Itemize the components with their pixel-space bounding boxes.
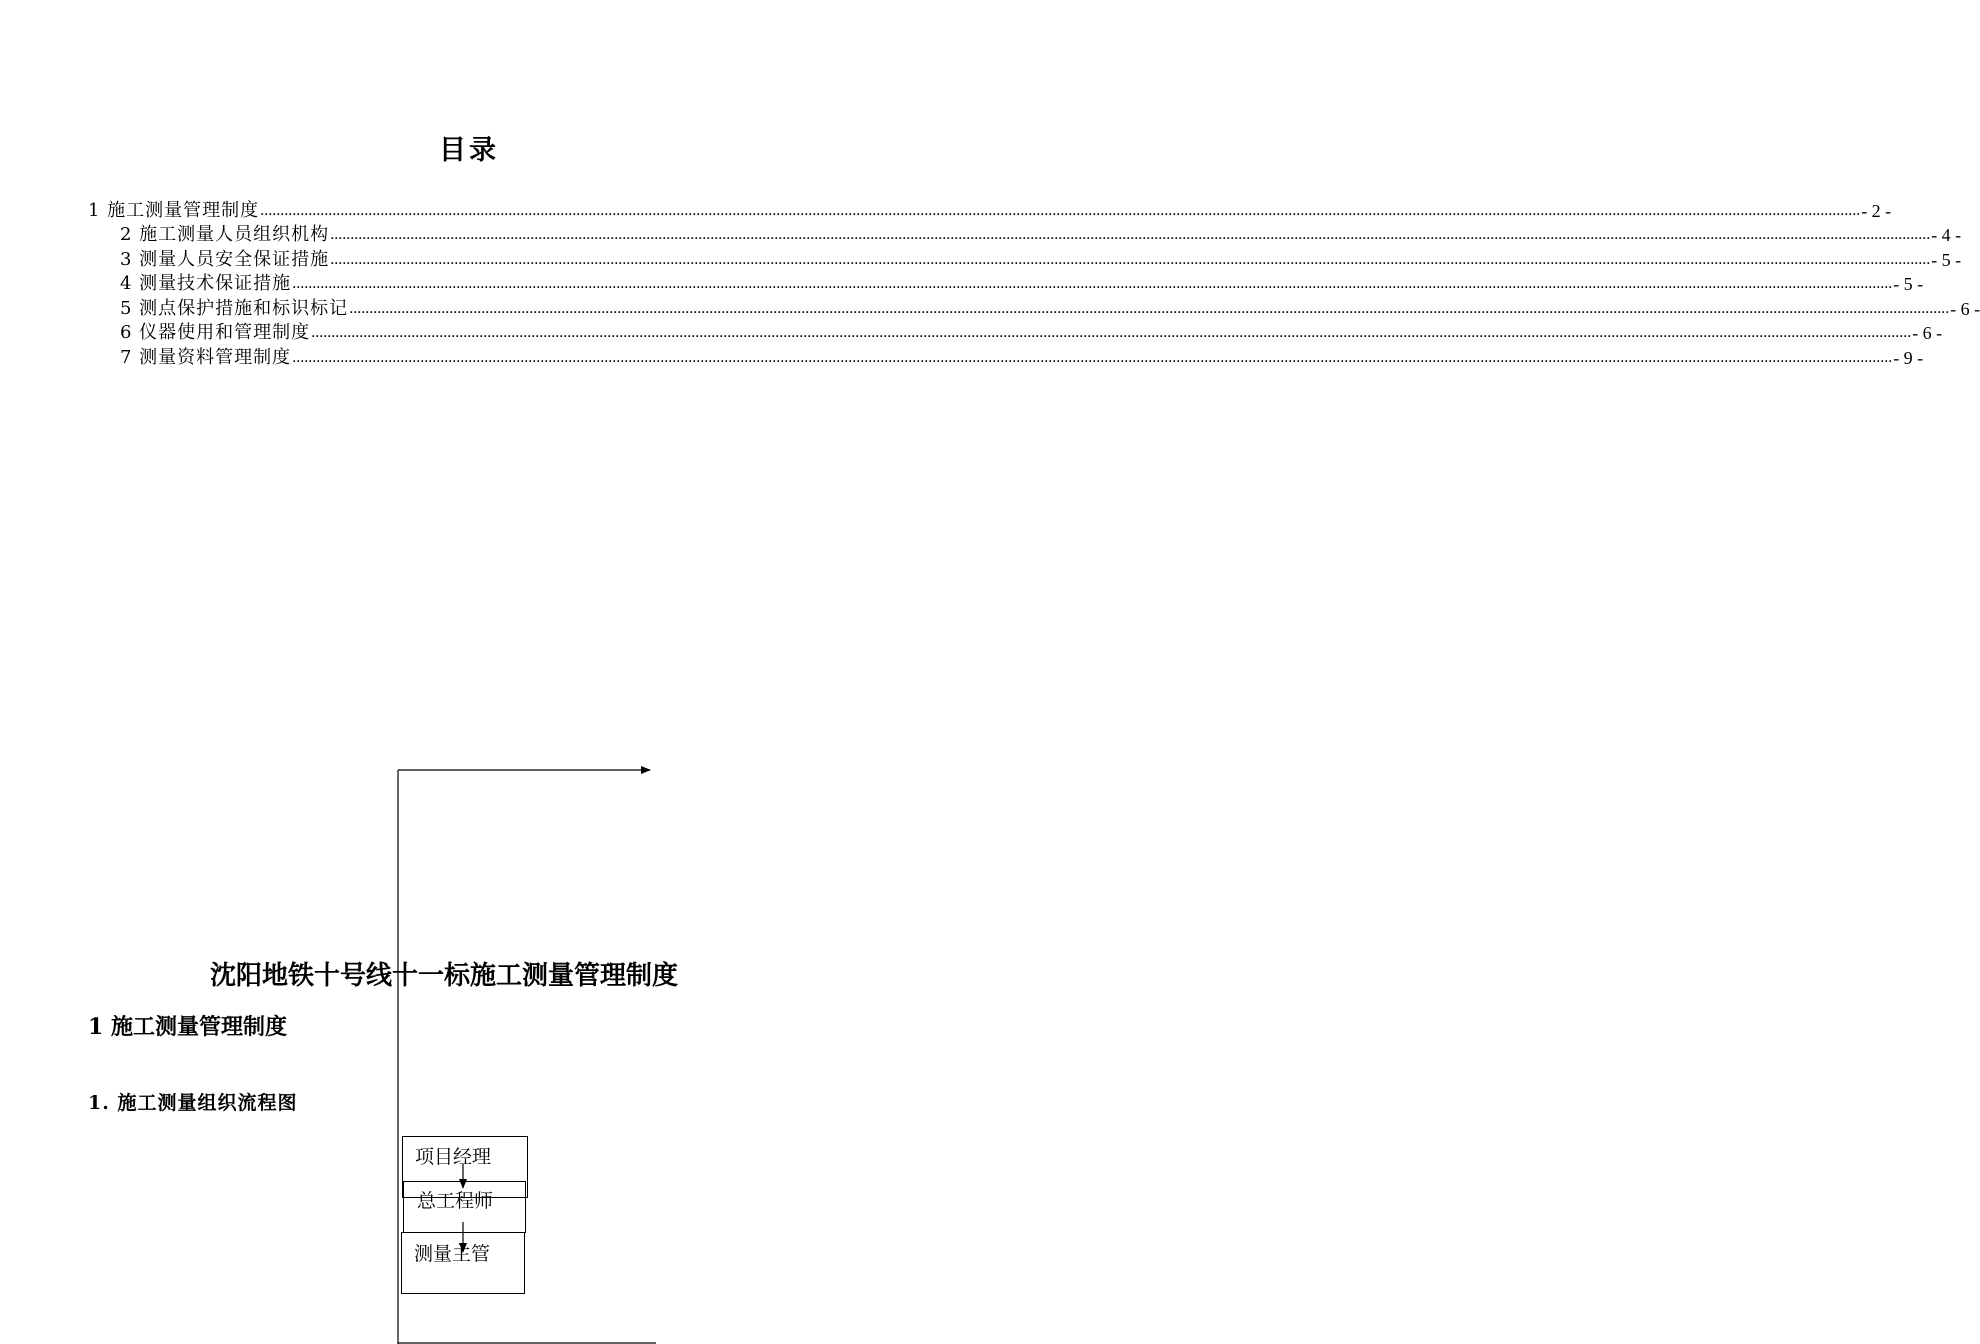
toc-entry-label: 2 施工测量人员组织机构 [120,224,330,245]
toc-entry-page: - 5 - [1893,274,1924,294]
toc-title: 目录 [439,135,499,166]
toc-entry-page: - 4 - [1931,225,1962,245]
toc-entry-label: 1 施工测量管理制度 [88,200,260,221]
document-title: 沈阳地铁十号线十一标施工测量管理制度 [210,961,679,991]
section-heading: 1 施工测量管理制度 [88,1014,287,1040]
toc-leader-dots: ................................................................................................................................................................................................................................................................................................................................................................................................................ [330,226,1931,243]
toc-entry-label: 7 测量资料管理制度 [120,347,292,368]
node-survey-supervisor-label: 测量主管 [414,1243,491,1265]
toc-leader-dots: ................................................................................................................................................................................................................................................................................................................................................................................................................ [292,349,1893,366]
toc-entry-page: - 5 - [1931,250,1962,270]
toc-leader-dots: ................................................................................................................................................................................................................................................................................................................................................................................................................ [260,202,1861,219]
toc-leader-dots: ................................................................................................................................................................................................................................................................................................................................................................................................................ [349,300,1950,317]
flowchart-heading: 1. 施工测量组织流程图 [88,1092,298,1114]
toc-entry-page: - 6 - [1950,299,1980,319]
node-chief-engineer-label: 总工程师 [417,1190,494,1212]
toc-entry-label: 5 测点保护措施和标识标记 [120,298,349,319]
toc-entry-label: 4 测量技术保证措施 [120,273,292,294]
toc-entry-label: 3 测量人员安全保证措施 [120,249,330,270]
toc-entry-page: - 6 - [1912,323,1943,343]
toc-entry-label: 6 仪器使用和管理制度 [120,322,311,343]
toc-entry-page: - 9 - [1893,348,1924,368]
toc-leader-dots: ................................................................................................................................................................................................................................................................................................................................................................................................................ [330,251,1931,268]
toc-entry-page: - 2 - [1861,201,1892,221]
toc-leader-dots: ................................................................................................................................................................................................................................................................................................................................................................................................................ [311,324,1912,341]
toc-leader-dots: ................................................................................................................................................................................................................................................................................................................................................................................................................ [292,275,1893,292]
node-project-manager-label: 项目经理 [415,1146,492,1168]
